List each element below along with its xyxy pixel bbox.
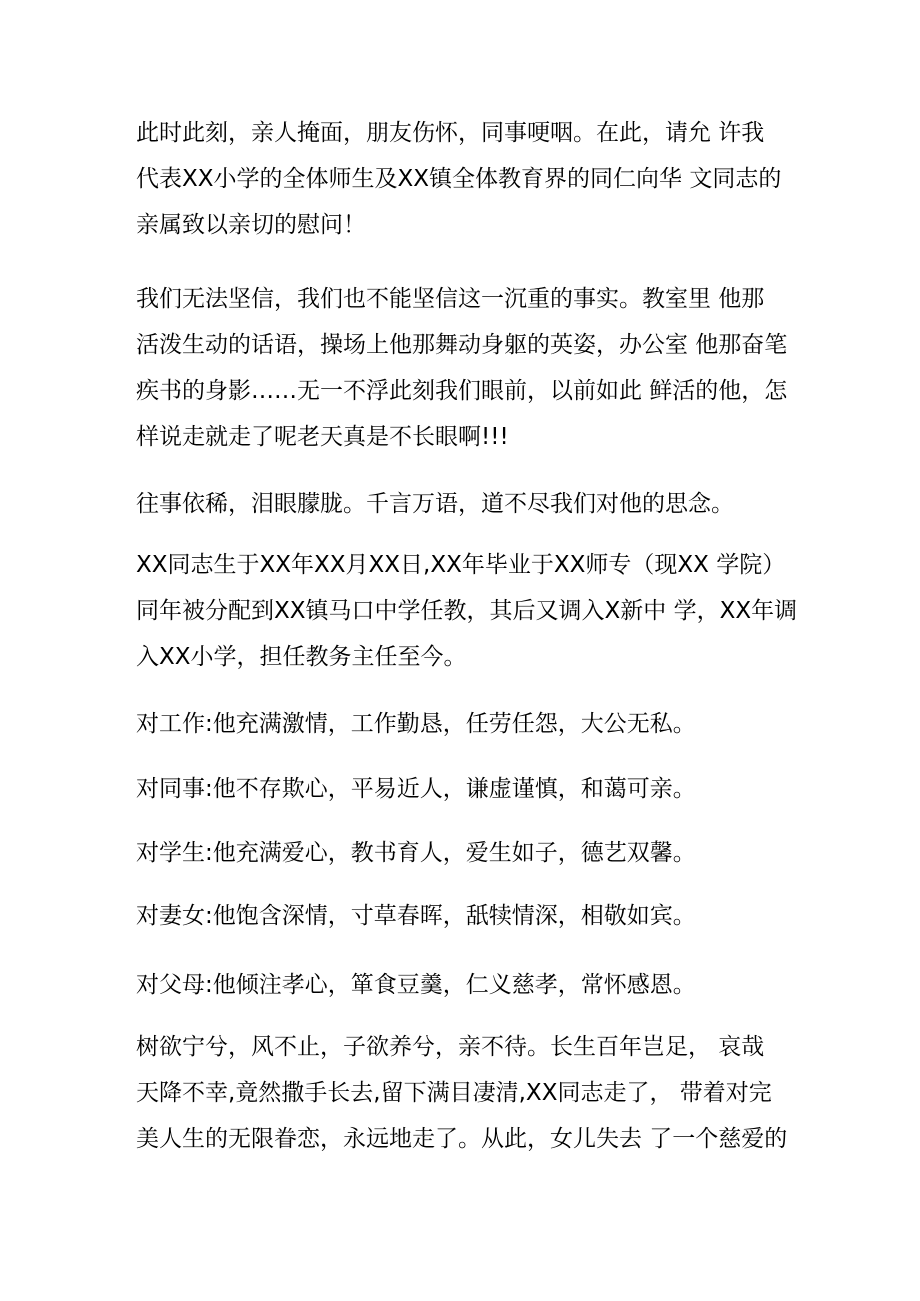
text-line: 美人生的无限眷恋，永远地走了。从此，女儿失去 了一个慈爱的 <box>136 1126 788 1152</box>
text-line: 我们无法坚信，我们也不能坚信这一沉重的事实。教室里 他那 <box>136 286 765 312</box>
paragraph-condolence <box>136 110 796 248</box>
text-line: 此时此刻，亲人掩面，朋友伤怀，同事哽咽。在此，请允 许我 <box>136 120 765 146</box>
text-line: 亲属致以亲切的慰问！ <box>136 212 366 238</box>
text-line: 对工作:他充满激情，工作勤恳，任劳任怨，大公无私。 <box>136 711 696 737</box>
text-line: 入XX小学，担任教务主任至今。 <box>136 644 467 670</box>
paragraph-disbelief <box>136 276 796 460</box>
text-line: 疾书的身影……无一不浮此刻我们眼前，以前如此 鲜活的他，怎 <box>136 378 788 404</box>
text-line: 往事依稀，泪眼朦胧。千言万语，道不尽我们对他的思念。 <box>136 491 734 517</box>
text-line: 对父母:他倾注孝心，箪食豆羹，仁义慈孝，常怀感恩。 <box>136 972 696 998</box>
text-line: 代表XX小学的全体师生及XX镇全体教育界的同仁向华 文同志的 <box>136 166 782 192</box>
paragraph-work <box>136 701 796 747</box>
text-line: 对同事:他不存欺心，平易近人，谦虚谨慎，和蔼可亲。 <box>136 776 696 802</box>
paragraph-biography <box>136 542 796 680</box>
paragraph-family <box>136 893 796 939</box>
text-line: 树欲宁兮，风不止，子欲养兮，亲不待。长生百年岂足， 哀哉 <box>136 1034 765 1060</box>
text-line: 同年被分配到XX镇马口中学任教，其后又调入X新中 学，XX年调 <box>136 598 798 624</box>
text-line: XX同志生于XX年XX月XX日,XX年毕业于XX师专（现XX 学院） <box>136 552 786 578</box>
paragraph-farewell <box>136 1024 796 1162</box>
paragraph-memories <box>136 481 796 527</box>
text-line: 对妻女:他饱含深情，寸草春晖，舐犊情深，相敬如宾。 <box>136 903 696 929</box>
text-line: 天降不幸,竟然撒手长去,留下满目凄清,XX同志走了， 带着对完 <box>136 1080 772 1106</box>
text-line: 样说走就走了呢老天真是不长眼啊!!! <box>136 424 509 450</box>
paragraph-parents <box>136 962 796 1008</box>
text-line: 对学生:他充满爱心，教书育人，爱生如子，德艺双馨。 <box>136 840 696 866</box>
paragraph-students <box>136 830 796 876</box>
text-line: 活泼生动的话语，操场上他那舞动身躯的英姿，办公室 他那奋笔 <box>136 332 788 358</box>
paragraph-colleagues <box>136 766 796 812</box>
